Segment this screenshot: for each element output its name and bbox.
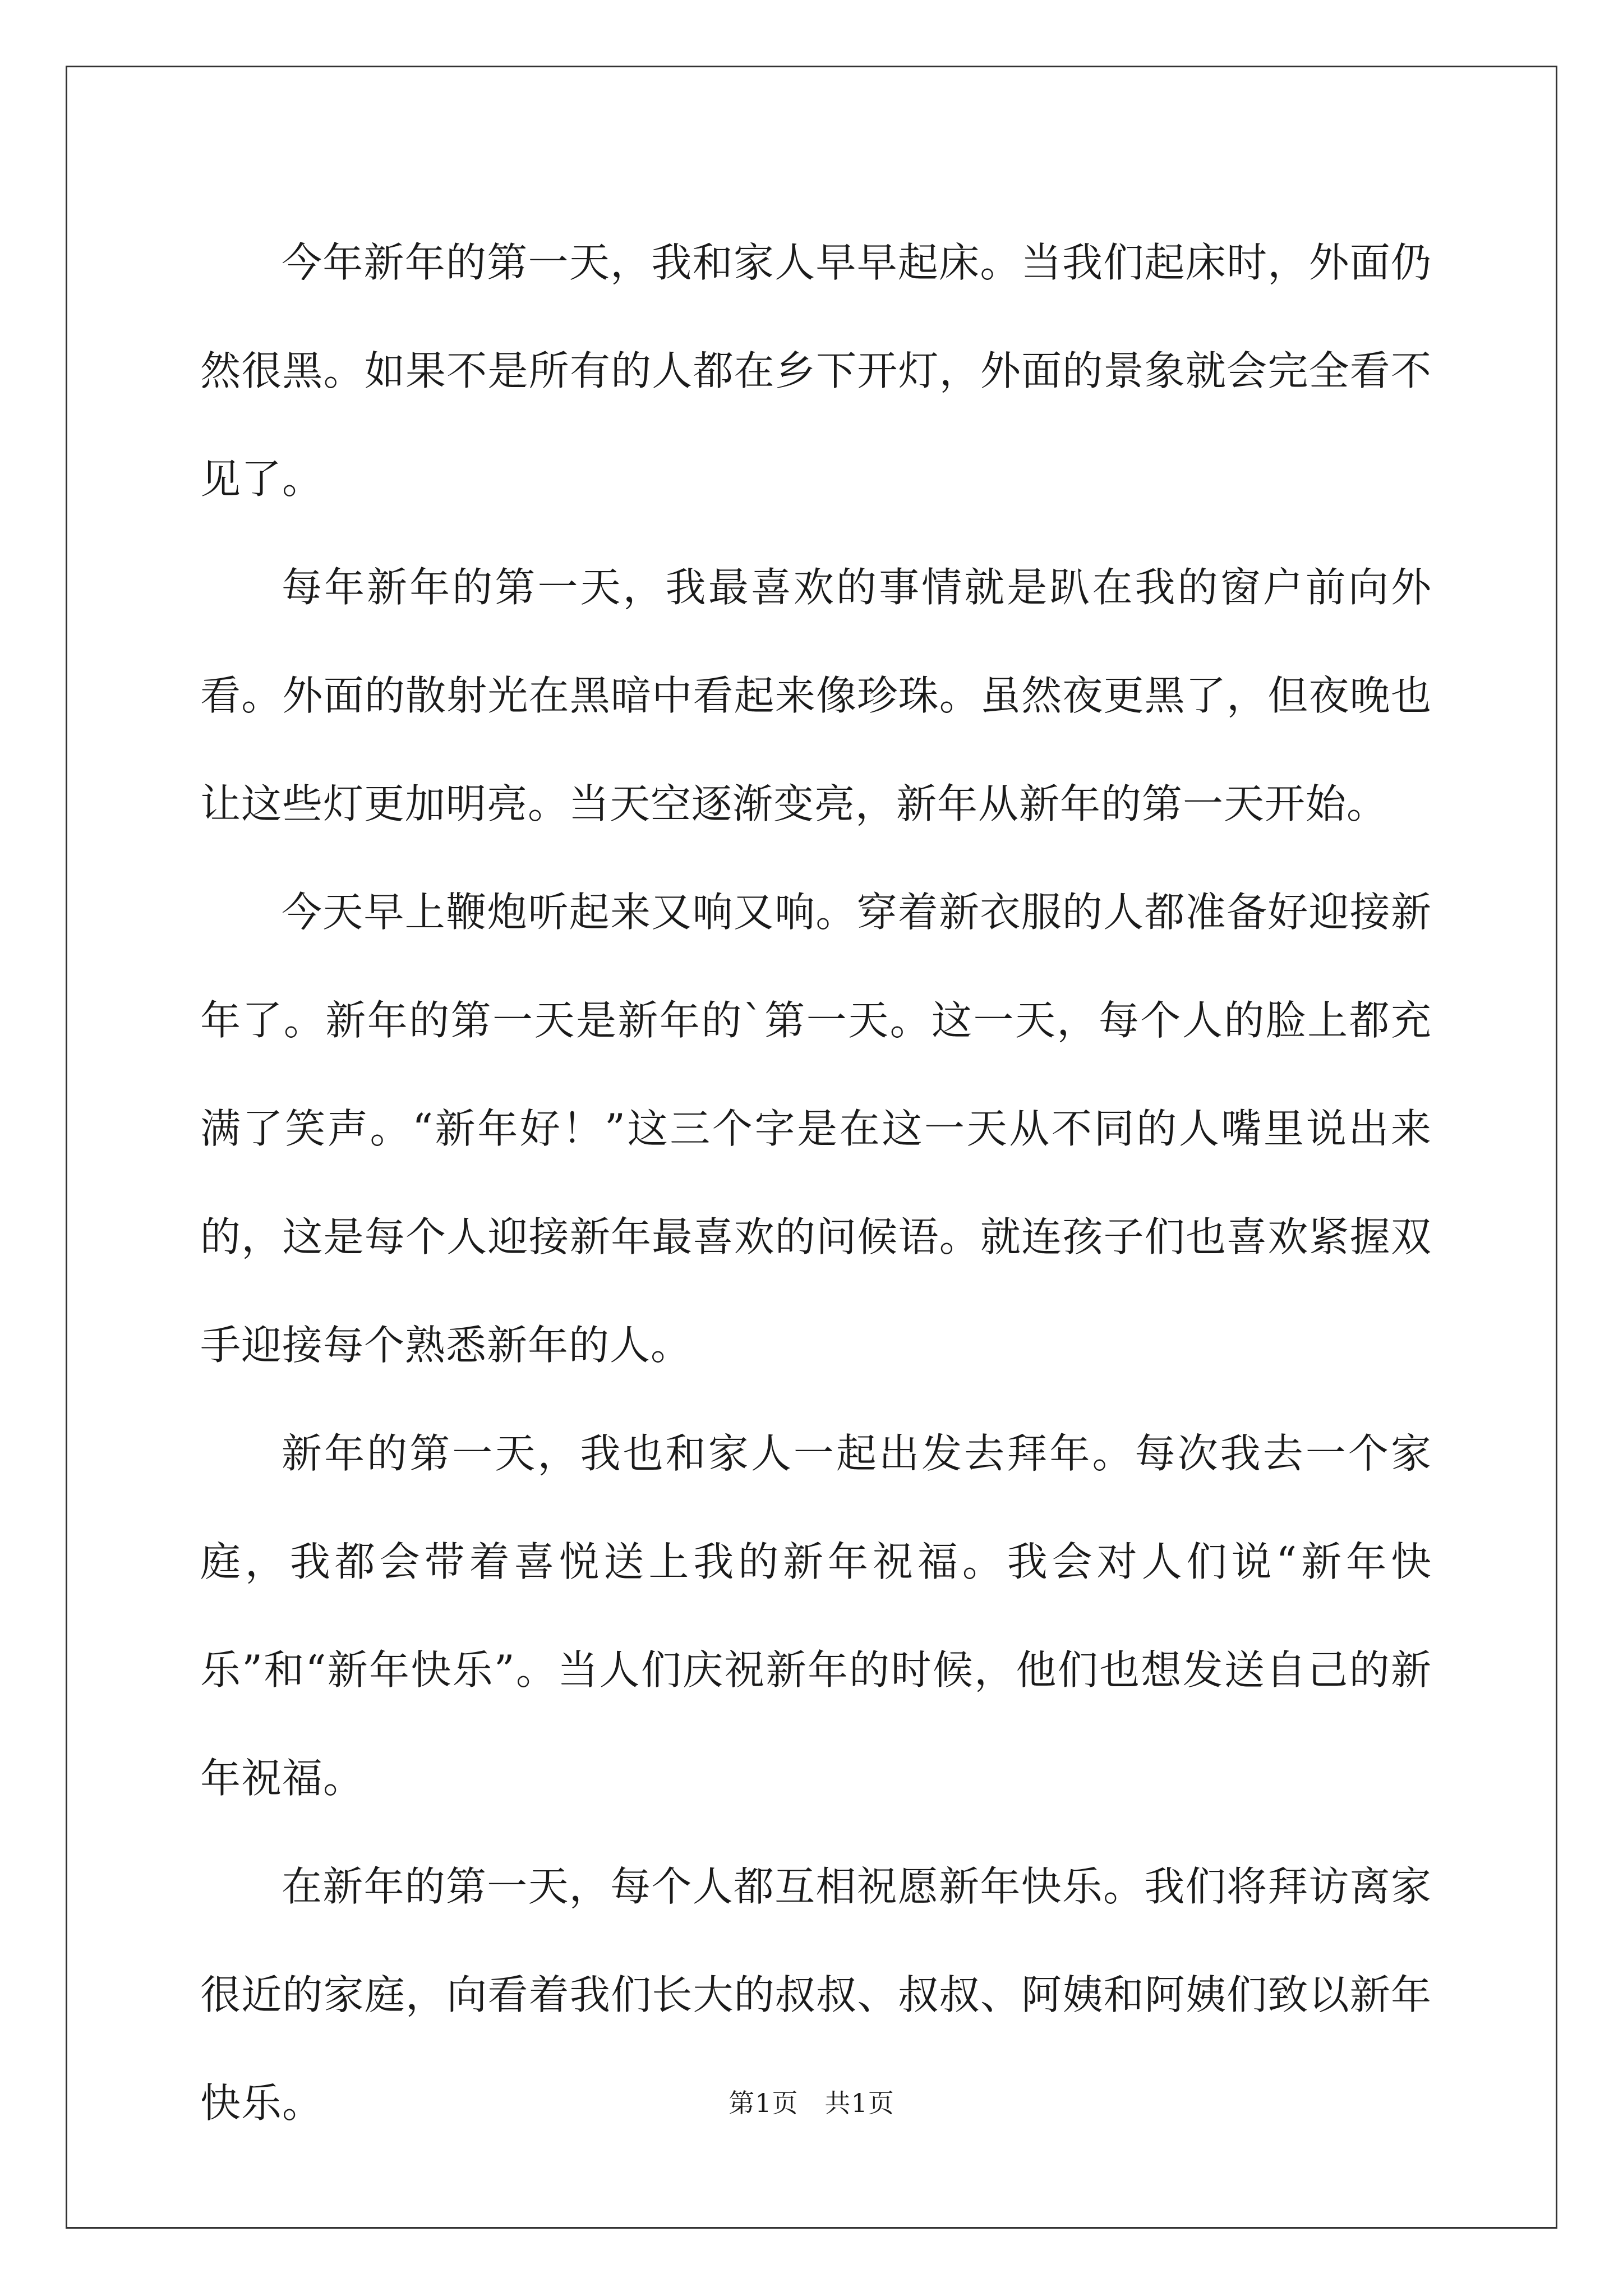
paragraph-4: 新年的第一天，我也和家人一起出发去拜年。每次我去一个家庭，我都会带着喜悦送上我的新年祝福。我会对人们说“新年快乐”和“新年快乐”。当人们庆祝新年的时候，他们也想发送自己的新年祝福。	[200, 1430, 1432, 1802]
paragraph-3: 今天早上鞭炮听起来又响又响。穿着新衣服的人都准备好迎接新年了。新年的第一天是新年的`第一天。这一天，每个人的脸上都充满了笑声。“新年好！”这三个字是在这一天从不同的人嘴里说出来的，这是每个人迎接新年最喜欢的问候语。就连孩子们也喜欢紧握双手迎接每个熟悉新年的人。	[200, 889, 1432, 1369]
paragraph-2: 每年新年的第一天，我最喜欢的事情就是趴在我的窗户前向外看。外面的散射光在黑暗中看起来像珍珠。虽然夜更黑了，但夜晚也让这些灯更加明亮。当天空逐渐变亮，新年从新年的第一天开始。	[200, 564, 1432, 827]
paragraph-1: 今年新年的第一天，我和家人早早起床。当我们起床时，外面仍然很黑。如果不是所有的人都在乡下开灯，外面的景象就会完全看不见了。	[200, 239, 1432, 503]
page-footer: 第1页 共1页	[728, 2088, 895, 2118]
paragraph-5: 在新年的第一天，每个人都互相祝愿新年快乐。我们将拜访离家很近的家庭，向看着我们长大的叔叔、叔叔、阿姨和阿姨们致以新年快乐。	[200, 1863, 1432, 2127]
document-body	[200, 209, 1432, 2157]
